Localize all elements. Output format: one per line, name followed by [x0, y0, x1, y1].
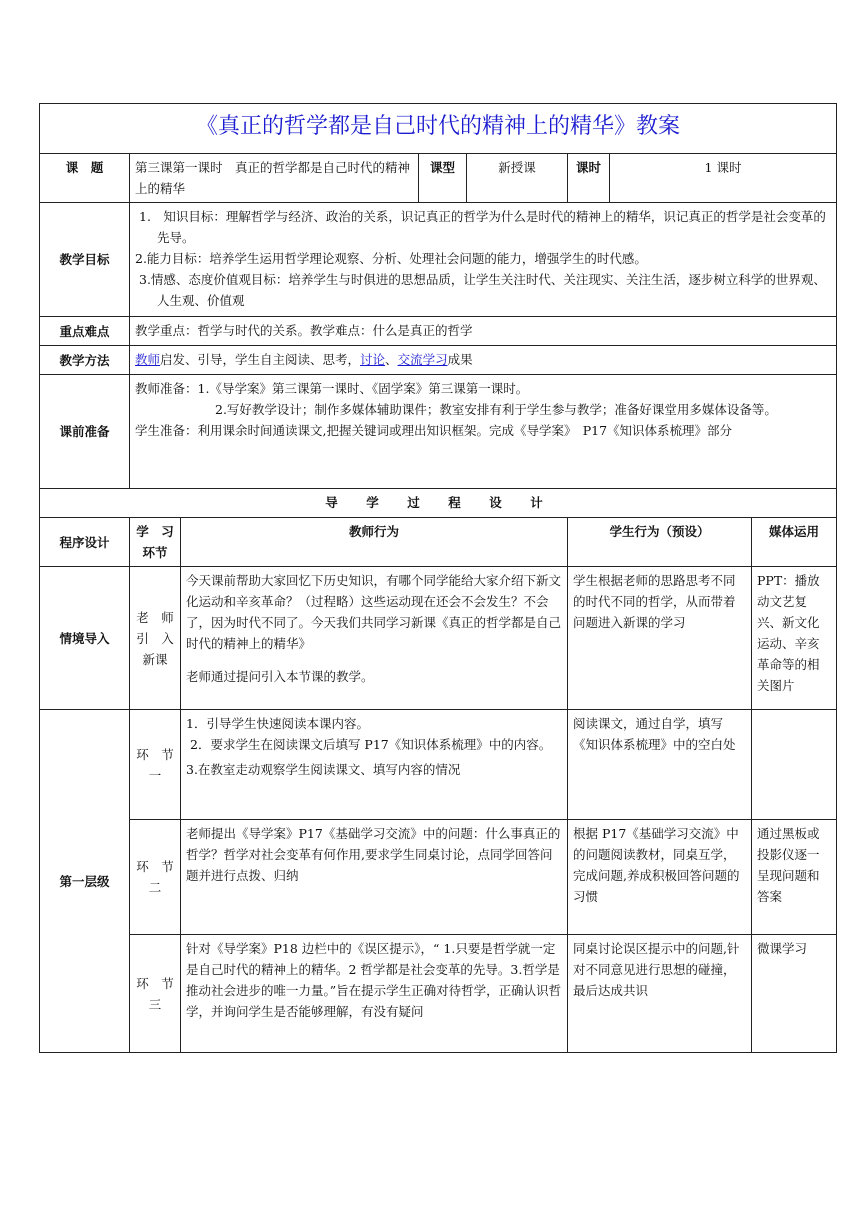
- step-1-teacher-item: 2．要求学生在阅读课文后填写 P17《知识体系梳理》中的内容。: [190, 737, 552, 752]
- teacher-link[interactable]: 教师: [135, 352, 161, 367]
- keypoints-text: 教学重点：哲学与时代的关系。教学难点：什么是真正的哲学: [130, 317, 837, 346]
- type-value: 新授课: [467, 154, 568, 203]
- header-media: 媒体运用: [752, 518, 837, 567]
- methods-text-1: 启发、引导，学生自主阅读、思考，: [160, 352, 361, 367]
- step-3: 环 节三: [130, 935, 181, 1053]
- intro-step: 老 师引 入新课: [130, 567, 181, 710]
- intro-media: PPT：播放动文艺复兴、新文化运动、辛亥革命等的相关图片: [752, 567, 837, 710]
- step-1-media: [752, 710, 837, 820]
- step-2: 环 节二: [130, 820, 181, 935]
- step-2-teacher: 老师提出《导学案》P17《基础学习交流》中的问题：什么事真正的哲学？哲学对社会变革有何作用,要求学生同桌讨论，点同学回答问题并进行点拨、归纳: [181, 820, 568, 935]
- intro-teacher-text: 今天课前帮助大家回忆下历史知识，有哪个同学能给大家介绍下新文化运动和辛亥革命？（过程略）这些运动现在还会不会发生？不会了，因为时代不同了。今天我们共同学习新课《真正的哲学都是自己时代的精神上的精华》: [186, 573, 562, 651]
- lesson-plan-table: [39, 103, 837, 1053]
- step-1-teacher-item: 1．引导学生快速阅读本课内容。: [186, 716, 369, 731]
- teacher-prep-2: 2.写好教学设计；制作多媒体辅助课件；教室安排有利于学生参与教学；准备好课堂用多媒体设备等。: [215, 402, 777, 417]
- step-2-student: 根据 P17《基础学习交流》中的问题阅读教材，同桌互学，完成问题,养成积极回答问题的习惯: [568, 820, 752, 935]
- header-student: 学生行为（预设）: [568, 518, 752, 567]
- teacher-prep-1: [135, 378, 831, 399]
- process-heading: 导 学 过 程 设 计: [40, 489, 837, 518]
- goal-knowledge: 1. 知识目标：理解哲学与经济、政治的关系，识记真正的哲学为什么是时代的精神上的精华，识记真正的哲学是社会变革的先导。: [139, 209, 826, 245]
- methods-text-2: 、: [385, 352, 398, 367]
- keypoints-label: 重点难点: [40, 317, 130, 346]
- step-3-media: 微课学习: [752, 935, 837, 1053]
- step-3-student: 同桌讨论误区提示中的问题,针对不同意见进行思想的碰撞，最后达成共识: [568, 935, 752, 1053]
- hours-value: 1 课时: [610, 154, 837, 203]
- methods-label: 教学方法: [40, 346, 130, 375]
- intro-program: 情境导入: [40, 567, 130, 710]
- page-title: 《真正的哲学都是自己时代的精神上的精华》教案: [40, 104, 837, 154]
- header-program: 程序设计: [40, 518, 130, 567]
- teacher-prep-item-1: 1.《导学案》第三课第一课时、《固学案》第三课第一课时。: [197, 381, 529, 396]
- exchange-link[interactable]: 交流学习: [397, 352, 448, 367]
- teacher-prep-prefix: 教师准备：: [135, 381, 198, 396]
- type-label: 课型: [419, 154, 467, 203]
- intro-student: 学生根据老师的思路思考不同的时代不同的哲学，从而带着问题进入新课的学习: [568, 567, 752, 710]
- step-2-media: 通过黑板或投影仪逐一呈现问题和答案: [752, 820, 837, 935]
- goal-ability: 2.能力目标：培养学生运用哲学理论观察、分析、处理社会问题的能力，增强学生的时代感。: [135, 251, 647, 266]
- prep-label: 课前准备: [40, 375, 130, 489]
- intro-teacher-note: 老师通过提问引入本节课的教学。: [186, 669, 374, 684]
- hours-label: 课时: [568, 154, 610, 203]
- methods-text-3: 成果: [447, 352, 473, 367]
- step-1: 环 节一: [130, 710, 181, 820]
- goals-label: 教学目标: [40, 203, 130, 317]
- student-prep: [135, 420, 831, 441]
- student-prep-prefix: 学生准备：: [135, 423, 198, 438]
- intro-teacher: [181, 567, 568, 710]
- course-label: 课 题: [40, 154, 130, 203]
- course-value: 第三课第一课时 真正的哲学都是自己时代的精神上的精华: [130, 154, 419, 203]
- step-1-student: 阅读课文，通过自学，填写《知识体系梳理》中的空白处: [568, 710, 752, 820]
- discussion-link[interactable]: 讨论: [360, 352, 386, 367]
- goals-content: [130, 203, 837, 317]
- header-teacher: 教师行为: [181, 518, 568, 567]
- methods-content: [130, 346, 837, 375]
- goal-attitude: 3.情感、态度价值观目标：培养学生与时俱进的思想品质，让学生关注时代、关注现实、关注生活，逐步树立科学的世界观、人生观、价值观: [139, 272, 826, 308]
- level1-program: 第一层级: [40, 710, 130, 1053]
- student-prep-text: 利用课余时间通读课文,把握关键词或理出知识框架。完成《导学案》 P17《知识体系梳理》部分: [197, 423, 733, 438]
- step-1-teacher-item: 3.在教室走动观察学生阅读课文、填写内容的情况: [186, 762, 461, 777]
- step-3-teacher: 针对《导学案》P18 边栏中的《误区提示》，“ 1.只要是哲学就一定是自己时代的精神上的精华。2 哲学都是社会变革的先导。3.哲学是推动社会进步的唯一力量。”旨在提示学生正确对待哲学，正确认识哲学，并询问学生是否能够理解，有没有疑问: [181, 935, 568, 1053]
- header-step: 学 习环节: [130, 518, 181, 567]
- step-1-teacher: [181, 710, 568, 820]
- prep-content: [130, 375, 837, 489]
